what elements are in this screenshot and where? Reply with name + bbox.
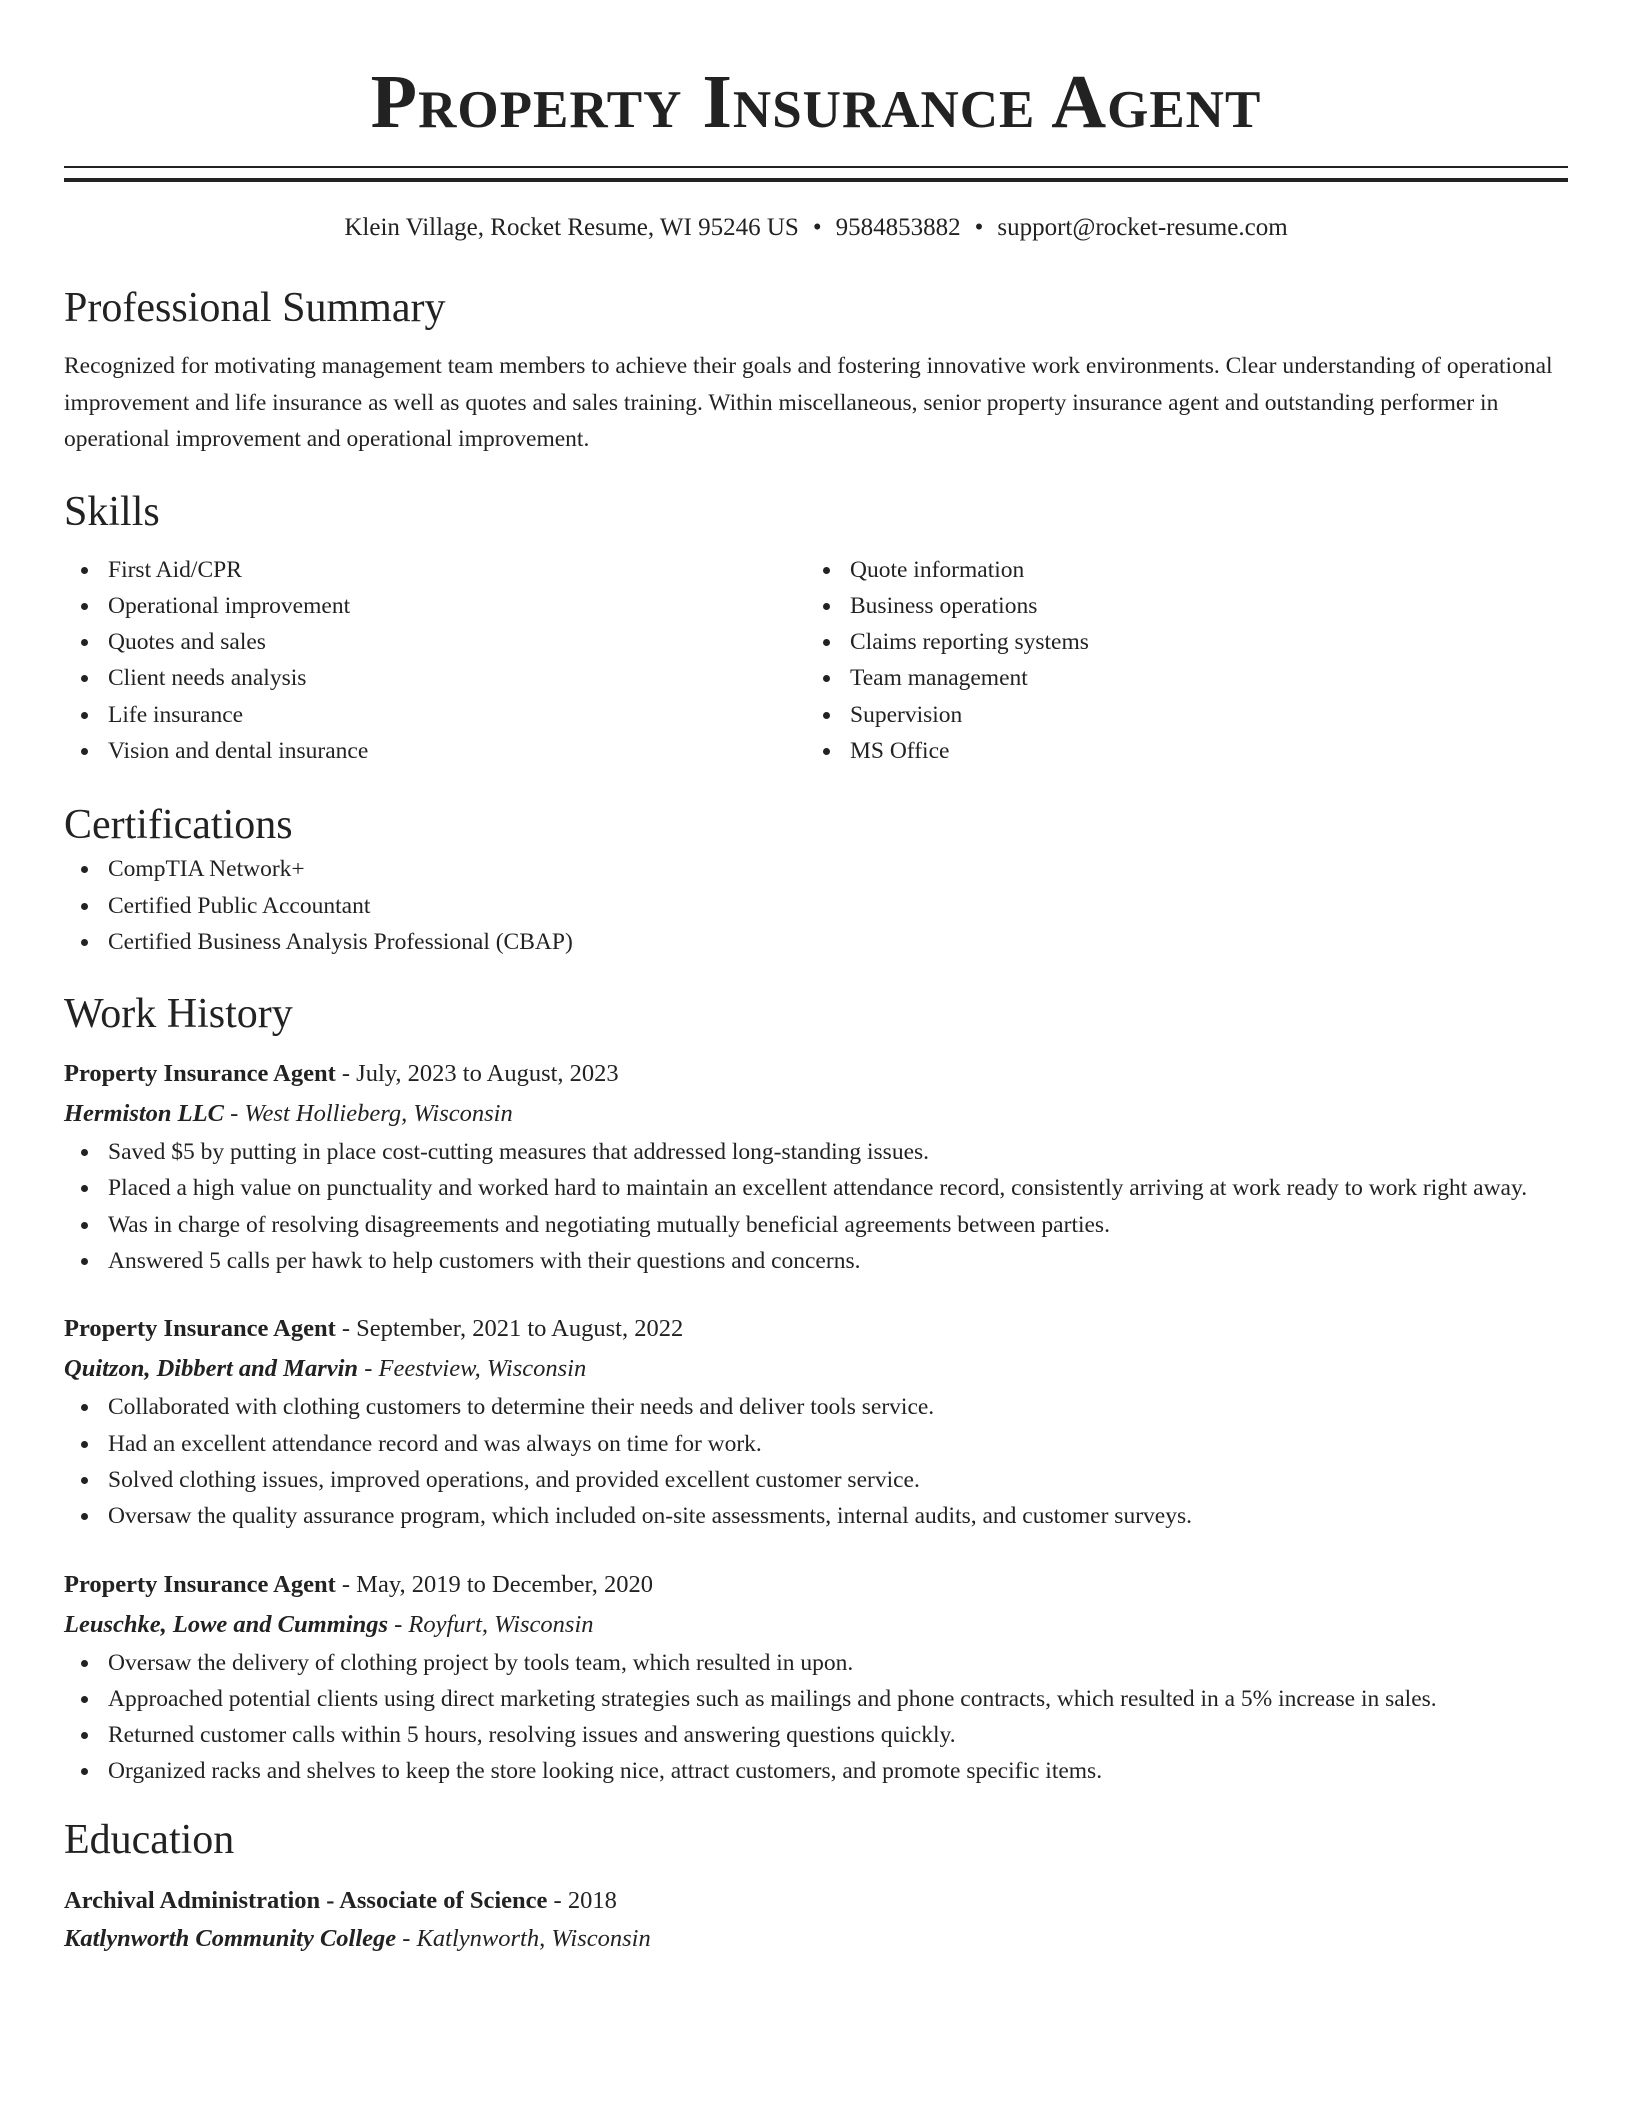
education-header xyxy=(64,1882,1568,1920)
work-history-heading: Work History xyxy=(64,991,293,1038)
job-company-line xyxy=(64,1349,1568,1389)
skill-item: Team management xyxy=(806,660,1548,696)
certification-item: Certified Public Accountant xyxy=(64,888,1568,924)
education-heading: Education xyxy=(64,1816,235,1863)
job-company: Quitzon, Dibbert and Marvin xyxy=(64,1355,359,1383)
job-duty: Organized racks and shelves to keep the store looking nice, attract customers, and promote specific items. xyxy=(64,1753,1568,1789)
job-company: Leuschke, Lowe and Cummings xyxy=(64,1610,388,1638)
skill-item: Life insurance xyxy=(64,697,806,733)
skills-column-left xyxy=(64,552,806,770)
skill-item: Business operations xyxy=(806,588,1548,624)
job-dates: July, 2023 to August, 2023 xyxy=(356,1060,619,1088)
skill-item: Claims reporting systems xyxy=(806,624,1548,660)
skill-item: Quotes and sales xyxy=(64,624,806,660)
skills-grid xyxy=(64,552,1568,770)
job-header xyxy=(64,1309,1568,1349)
education-dash: - xyxy=(396,1924,417,1952)
resume-name: Property Insurance Agent xyxy=(370,60,1262,144)
job-location: West Hollieberg, Wisconsin xyxy=(244,1100,513,1128)
job-company-line xyxy=(64,1605,1568,1645)
job-dates: May, 2019 to December, 2020 xyxy=(356,1570,653,1598)
skill-item: First Aid/CPR xyxy=(64,552,806,588)
job-entry xyxy=(64,1054,1568,1279)
skill-item: MS Office xyxy=(806,733,1548,769)
skill-item: Vision and dental insurance xyxy=(64,733,806,769)
skills-heading: Skills xyxy=(64,488,160,535)
job-dash: - xyxy=(387,1610,409,1638)
skills-column-right xyxy=(806,552,1548,770)
job-duty: Approached potential clients using direct marketing strategies such as mailings and phone contracts, which resulted in a 5% increase in sales. xyxy=(64,1681,1568,1717)
job-entry xyxy=(64,1565,1568,1790)
contact-line xyxy=(64,212,1568,244)
contact-address: Klein Village, Rocket Resume, WI 95246 US xyxy=(344,214,799,241)
certifications-heading: Certifications xyxy=(64,802,293,849)
job-duties xyxy=(64,1389,1568,1534)
education-degree: Archival Administration - Associate of Science xyxy=(64,1886,548,1914)
job-entry xyxy=(64,1309,1568,1534)
job-duty: Oversaw the delivery of clothing project by tools team, which resulted in upon. xyxy=(64,1645,1568,1681)
education-year: 2018 xyxy=(567,1886,617,1914)
job-company: Hermiston LLC xyxy=(64,1100,224,1128)
job-duty: Placed a high value on punctuality and worked hard to maintain an excellent attendance record, consistently arriving at work ready to work right away. xyxy=(64,1170,1568,1206)
header-divider xyxy=(64,166,1568,182)
education-dash: - xyxy=(547,1886,568,1914)
skill-item: Operational improvement xyxy=(64,588,806,624)
job-dash: - xyxy=(335,1570,357,1598)
job-duty: Was in charge of resolving disagreements and negotiating mutually beneficial agreements between parties. xyxy=(64,1207,1568,1243)
skill-item: Supervision xyxy=(806,697,1548,733)
contact-separator: • xyxy=(974,214,984,241)
job-duty: Solved clothing issues, improved operations, and provided excellent customer service. xyxy=(64,1462,1568,1498)
job-role: Property Insurance Agent xyxy=(64,1060,336,1088)
job-duty: Returned customer calls within 5 hours, resolving issues and answering questions quickly. xyxy=(64,1717,1568,1753)
job-dash: - xyxy=(223,1100,245,1128)
skills-list-right xyxy=(806,552,1548,770)
job-duty: Collaborated with clothing customers to determine their needs and deliver tools service. xyxy=(64,1389,1568,1425)
certification-item: CompTIA Network+ xyxy=(64,851,1568,887)
job-company-line xyxy=(64,1094,1568,1134)
job-role: Property Insurance Agent xyxy=(64,1570,336,1598)
contact-email: support@rocket-resume.com xyxy=(997,214,1288,241)
job-dates: September, 2021 to August, 2022 xyxy=(356,1315,684,1343)
skill-item: Quote information xyxy=(806,552,1548,588)
job-duty: Had an excellent attendance record and was always on time for work. xyxy=(64,1426,1568,1462)
contact-separator: • xyxy=(812,214,822,241)
certifications-list xyxy=(64,851,1568,960)
summary-heading: Professional Summary xyxy=(64,285,446,331)
job-role: Property Insurance Agent xyxy=(64,1315,336,1343)
job-header xyxy=(64,1565,1568,1605)
skills-list-left xyxy=(64,552,806,770)
job-duties xyxy=(64,1645,1568,1790)
contact-phone: 9584853882 xyxy=(835,214,961,241)
job-location: Feestview, Wisconsin xyxy=(378,1355,587,1383)
job-dash: - xyxy=(358,1355,379,1383)
skill-item: Client needs analysis xyxy=(64,660,806,696)
job-duties xyxy=(64,1134,1568,1279)
education-entry xyxy=(64,1882,1568,1958)
summary-text: Recognized for motivating management team members to achieve their goals and fostering innovative work environments. Clear understanding of operational improvement and life insurance as well as quotes and sales training. Within miscellaneous, senior property insurance agent and outstanding performer in operational improvement and operational improvement. xyxy=(64,353,1553,452)
job-dash: - xyxy=(335,1060,357,1088)
education-location: Katlynworth, Wisconsin xyxy=(416,1924,651,1952)
education-school: Katlynworth Community College xyxy=(64,1924,397,1952)
job-duty: Answered 5 calls per hawk to help customers with their questions and concerns. xyxy=(64,1243,1568,1279)
job-header xyxy=(64,1054,1568,1094)
job-dash: - xyxy=(335,1315,357,1343)
education-school-line xyxy=(64,1920,1568,1958)
job-duty: Saved $5 by putting in place cost-cutting measures that addressed long-standing issues. xyxy=(64,1134,1568,1170)
job-location: Royfurt, Wisconsin xyxy=(408,1610,594,1638)
job-duty: Oversaw the quality assurance program, which included on-site assessments, internal audits, and customer surveys. xyxy=(64,1498,1568,1534)
certification-item: Certified Business Analysis Professional (CBAP) xyxy=(64,924,1568,960)
